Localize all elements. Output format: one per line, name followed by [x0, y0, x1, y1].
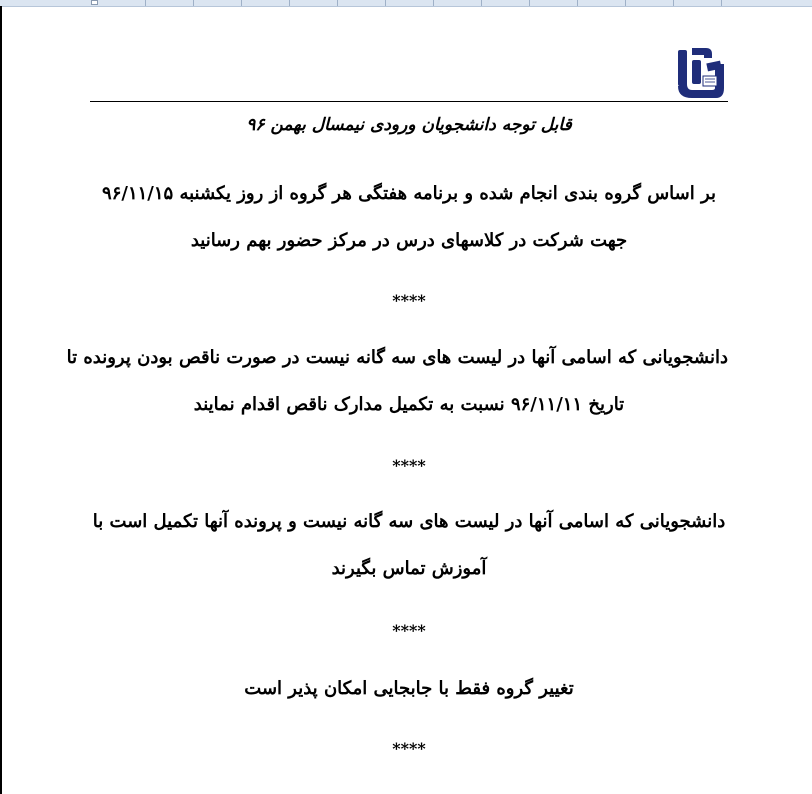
- paragraph-2-line-2: تاریخ ۹۶/۱۱/۱۱ نسبت به تکمیل مدارک ناقص اقدام نمایند: [193, 394, 625, 415]
- ruler-tick: [289, 0, 290, 6]
- ruler-tick: [337, 0, 338, 6]
- ruler-tick: [529, 0, 530, 6]
- ruler-tick: [433, 0, 434, 6]
- separator-1: ****: [392, 291, 426, 310]
- ruler-tick: [625, 0, 626, 6]
- paragraph-1-line-1: بر اساس گروه بندی انجام شده و برنامه هفتگی هر گروه از روز یکشنبه ۹۶/۱۱/۱۵: [102, 183, 716, 204]
- ruler-tick: [577, 0, 578, 6]
- ruler-tick: [721, 0, 722, 6]
- paragraph-1-line-2: جهت شرکت در کلاسهای درس در مرکز حضور بهم رسانید: [190, 230, 628, 251]
- ruler: [0, 0, 812, 7]
- separator-3: ****: [392, 621, 426, 640]
- paragraph-2-line-1: دانشجویانی که اسامی آنها در لیست های سه گانه نیست در صورت ناقص بودن پرونده تا: [66, 347, 728, 368]
- ruler-tick: [385, 0, 386, 6]
- ruler-tick: [241, 0, 242, 6]
- ruler-tick: [193, 0, 194, 6]
- header-rule: [90, 101, 728, 102]
- separator-4: ****: [392, 739, 426, 758]
- separator-2: ****: [392, 456, 426, 475]
- ruler-tick: [481, 0, 482, 6]
- ruler-indent-handle[interactable]: [91, 0, 98, 5]
- ruler-tick: [673, 0, 674, 6]
- paragraph-4-line-1: تغییر گروه فقط با جابجایی امکان پذیر است: [244, 678, 574, 699]
- paragraph-3-line-1: دانشجویانی که اسامی آنها در لیست های سه گانه نیست و پرونده آنها تکمیل است با: [92, 511, 726, 532]
- university-logo-icon: [676, 44, 726, 100]
- ruler-tick: [145, 0, 146, 6]
- page-left-edge: [0, 6, 2, 794]
- paragraph-3-line-2: آموزش تماس بگیرند: [331, 558, 487, 579]
- notice-title: قابل توجه دانشجویان ورودی نیمسال بهمن ۹۶: [246, 115, 572, 135]
